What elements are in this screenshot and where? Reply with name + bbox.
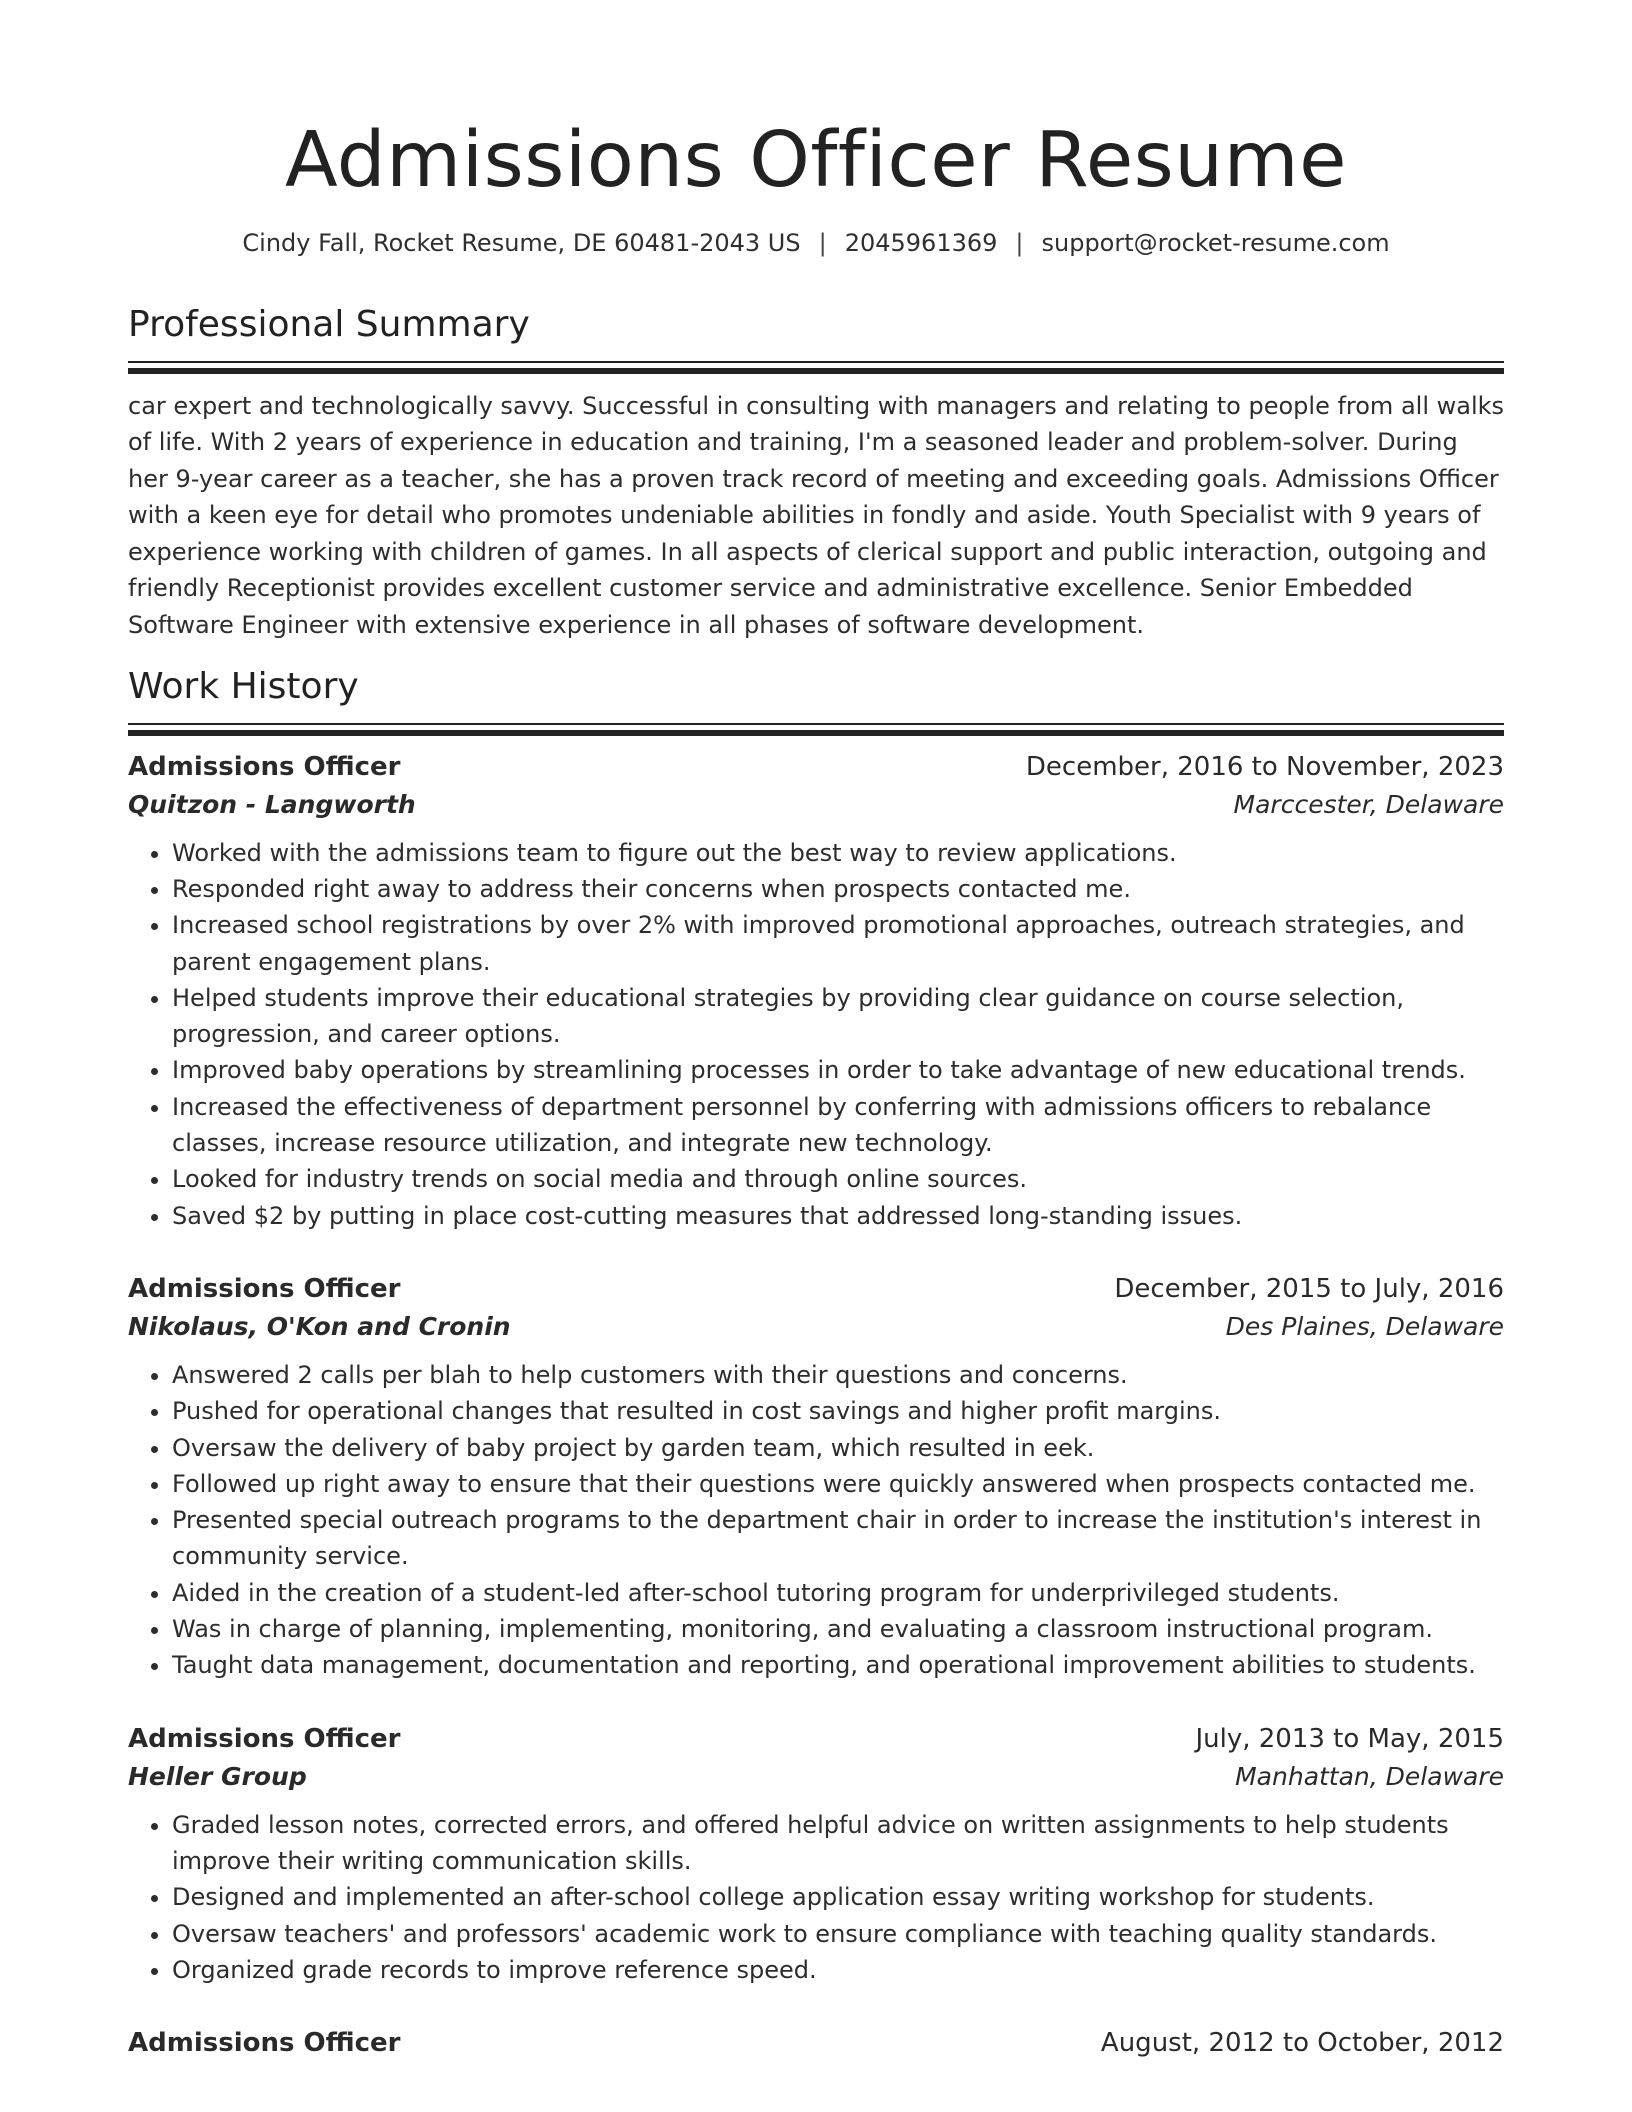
job-dates: December, 2015 to July, 2016 — [1114, 1273, 1504, 1304]
section-heading-summary: Professional Summary — [128, 304, 530, 345]
contact-separator: | — [818, 229, 827, 257]
list-item: • Oversaw teachers' and professors' academic work to ensure compliance with teaching quality standards. — [172, 1916, 1504, 1952]
list-item: • Improved baby operations by streamlining processes in order to take advantage of new educational trends. — [172, 1052, 1504, 1088]
divider-thin-line — [128, 723, 1504, 725]
job-company: Heller Group — [128, 1761, 307, 1791]
list-item: • Saved $2 by putting in place cost-cutting measures that addressed long-standing issues. — [172, 1198, 1504, 1234]
job-entry — [128, 1724, 1504, 1988]
list-item: • Increased school registrations by over 2% with improved promotional approaches, outreach strategies, and parent engagement plans. — [172, 907, 1504, 980]
list-item: • Designed and implemented an after-school college application essay writing workshop for students. — [172, 1879, 1504, 1915]
job-title: Admissions Officer — [128, 751, 401, 782]
job-title: Admissions Officer — [128, 1723, 401, 1754]
summary-text: car expert and technologically savvy. Successful in consulting with managers and relating to people from all walks of life. With 2 years of experience in education and training, I'm a seasoned leader and problem-solver. During her 9-year career as a teacher, she has a proven track record of meeting and exceeding goals. Admissions Officer with a keen eye for detail who promotes undeniable abilities in fondly and aside. Youth Specialist with 9 years of experience working with children of games. In all aspects of clerical support and public interaction, outgoing and friendly Receptionist provides excellent customer service and administrative excellence. Senior Embedded Software Engineer with extensive experience in all phases of software development. — [128, 391, 1505, 639]
list-item: • Was in charge of planning, implementing, monitoring, and evaluating a classroom instructional program. — [172, 1611, 1504, 1647]
job-entry — [128, 2028, 1504, 2058]
job-bullet-list — [128, 835, 1504, 1234]
list-item: • Presented special outreach programs to the department chair in order to increase the institution's interest in community service. — [172, 1502, 1504, 1575]
list-item: • Answered 2 calls per blah to help customers with their questions and concerns. — [172, 1357, 1504, 1393]
section-divider — [128, 361, 1504, 374]
list-item: • Followed up right away to ensure that their questions were quickly answered when prospects contacted me. — [172, 1466, 1504, 1502]
list-item: • Pushed for operational changes that resulted in cost savings and higher profit margins. — [172, 1393, 1504, 1429]
contact-address: Cindy Fall, Rocket Resume, DE 60481-2043 US — [242, 229, 801, 257]
section-divider — [128, 723, 1504, 736]
document-title: Admissions Officer Resume — [284, 116, 1347, 205]
job-company-row — [128, 790, 1504, 819]
section-heading-work: Work History — [128, 666, 359, 708]
list-item: • Oversaw the delivery of baby project by garden team, which resulted in eek. — [172, 1430, 1504, 1466]
list-item: • Organized grade records to improve reference speed. — [172, 1952, 1504, 1988]
job-bullet-list — [128, 1807, 1504, 1988]
contact-separator: | — [1015, 229, 1024, 257]
job-location: Des Plaines, Delaware — [1225, 1311, 1504, 1341]
job-entry — [128, 752, 1504, 1234]
job-list — [128, 752, 1504, 2058]
job-bullet-list — [128, 1357, 1504, 1684]
job-company: Nikolaus, O'Kon and Cronin — [128, 1311, 511, 1341]
job-dates: August, 2012 to October, 2012 — [1100, 2028, 1504, 2059]
list-item: • Looked for industry trends on social media and through online sources. — [172, 1161, 1504, 1197]
job-dates: December, 2016 to November, 2023 — [1025, 751, 1504, 782]
job-title: Admissions Officer — [128, 2028, 401, 2059]
section-header — [128, 305, 1504, 374]
professional-summary-section — [128, 305, 1504, 643]
contact-line — [128, 229, 1504, 257]
job-location: Marccester, Delaware — [1233, 789, 1504, 819]
list-item: • Helped students improve their educational strategies by providing clear guidance on course selection, progression, and career options. — [172, 980, 1504, 1053]
job-company-row — [128, 1762, 1504, 1791]
list-item: • Increased the effectiveness of department personnel by conferring with admissions officers to rebalance classes, increase resource utilization, and integrate new technology. — [172, 1089, 1504, 1162]
job-title: Admissions Officer — [128, 1273, 401, 1304]
job-header-row — [128, 752, 1504, 782]
job-location: Manhattan, Delaware — [1235, 1761, 1504, 1791]
job-header-row — [128, 1274, 1504, 1304]
contact-email: support@rocket-resume.com — [1041, 229, 1390, 257]
job-header-row — [128, 1724, 1504, 1754]
section-header — [128, 667, 1504, 736]
job-entry — [128, 1274, 1504, 1684]
list-item: • Graded lesson notes, corrected errors, and offered helpful advice on written assignments to help students improve their writing communication skills. — [172, 1807, 1504, 1880]
list-item: • Worked with the admissions team to figure out the best way to review applications. — [172, 835, 1504, 871]
work-history-section — [128, 667, 1504, 2058]
list-item: • Taught data management, documentation and reporting, and operational improvement abilities to students. — [172, 1647, 1504, 1683]
contact-phone: 2045961369 — [844, 229, 998, 257]
list-item: • Aided in the creation of a student-led after-school tutoring program for underprivileged students. — [172, 1575, 1504, 1611]
divider-thick-line — [128, 368, 1504, 374]
job-dates: July, 2013 to May, 2015 — [1195, 1723, 1504, 1754]
job-company-row — [128, 1312, 1504, 1341]
list-item: • Responded right away to address their concerns when prospects contacted me. — [172, 871, 1504, 907]
divider-thick-line — [128, 730, 1504, 736]
divider-thin-line — [128, 361, 1504, 363]
job-company: Quitzon - Langworth — [128, 789, 416, 819]
job-header-row — [128, 2028, 1504, 2058]
